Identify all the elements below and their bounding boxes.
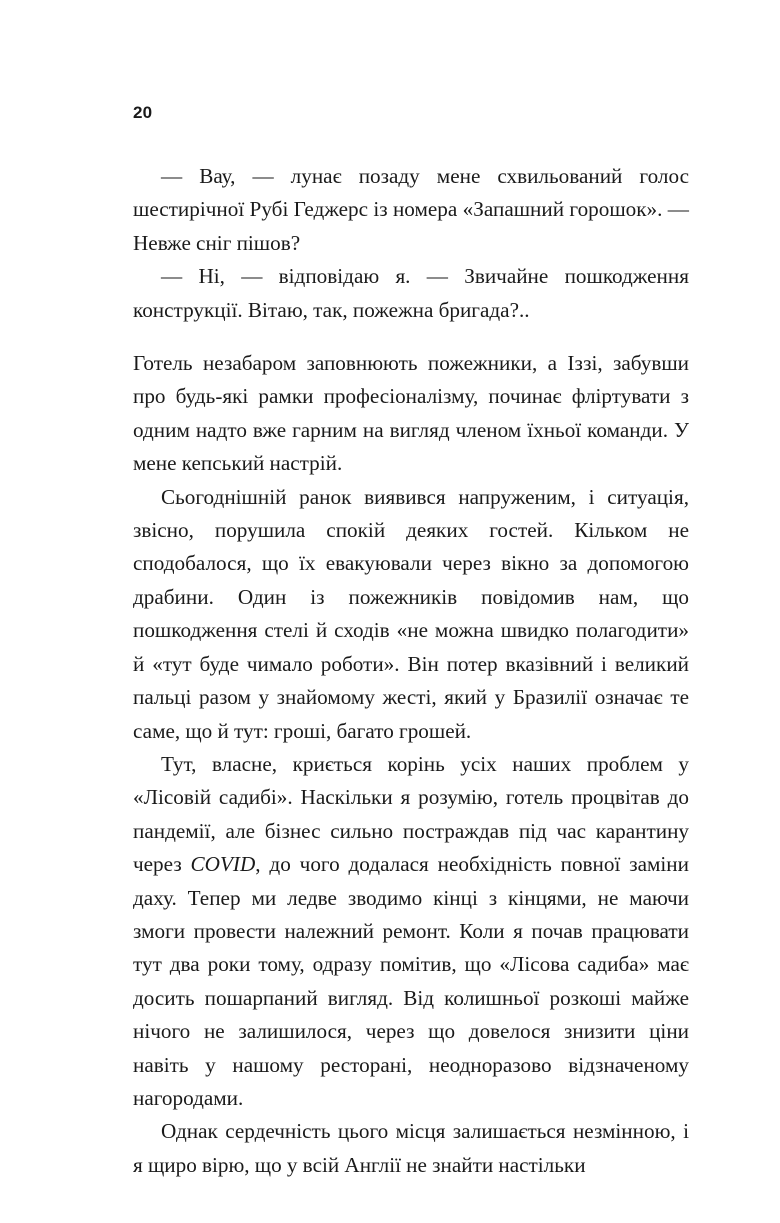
paragraph-dialogue-2: — Ні, — відповідаю я. — Звичайне пошкодження конструкції. Вітаю, так, пожежна бригада?..	[133, 264, 689, 322]
body-text-block	[133, 160, 689, 1182]
covid-italic-term: COVID	[190, 852, 256, 877]
paragraph-narrative-3-part-1: Тут, власне, криється корінь усіх наших проблем у «Лісовій садибі». Наскільки я розумію, готель процвітав до пандемії, але бізнес сильно постраждав під час карантину через	[133, 751, 689, 877]
paragraph-narrative-4: Однак сердечність цього місця залишається незмінною, і я щиро вірю, що у всій Англії не знайти настільки	[133, 1119, 689, 1177]
paragraph-narrative-3	[133, 748, 689, 1115]
paragraph-dialogue-1: — Вау, — лунає позаду мене схвильований голос шестирічної Рубі Геджерс із номера «Запашний горошок». — Невже сніг пішов?	[133, 164, 689, 255]
paragraph-narrative-3-part-2: , до чого додалася необхідність повної заміни даху. Тепер ми ледве зводимо кінці з кінцями, не маючи змоги провести належний ремонт. Коли я почав працювати тут два роки тому, одразу помітив, що «Лісова садиба» має досить пошарпаний вигляд. Від колишньої розкоші майже нічого не залишилося, через що довелося знизити ціни навіть у нашому ресторані, неодноразово відзначеному нагородами.	[133, 852, 689, 1110]
paragraph-narrative-2: Сьогоднішній ранок виявився напруженим, і ситуація, звісно, порушила спокій деяких гостей. Кільком не сподобалося, що їх евакуювали через вікно за допомогою драбини. Один із пожежників повідомив нам, що пошкодження стелі й сходів «не можна швидко полагодити» й «тут буде чимало роботи». Він потер вказівний і великий пальці разом у знайомому жесті, який у Бразилії означає те саме, що й тут: гроші, багато грошей.	[133, 484, 689, 743]
paragraph-narrative-1: Готель незабаром заповнюють пожежники, а Іззі, забувши про будь-які рамки професіоналізму, починає фліртувати з одним надто вже гарним на вигляд членом їхньої команди. У мене кепський настрій.	[133, 351, 689, 476]
page-number: 20	[133, 103, 153, 122]
